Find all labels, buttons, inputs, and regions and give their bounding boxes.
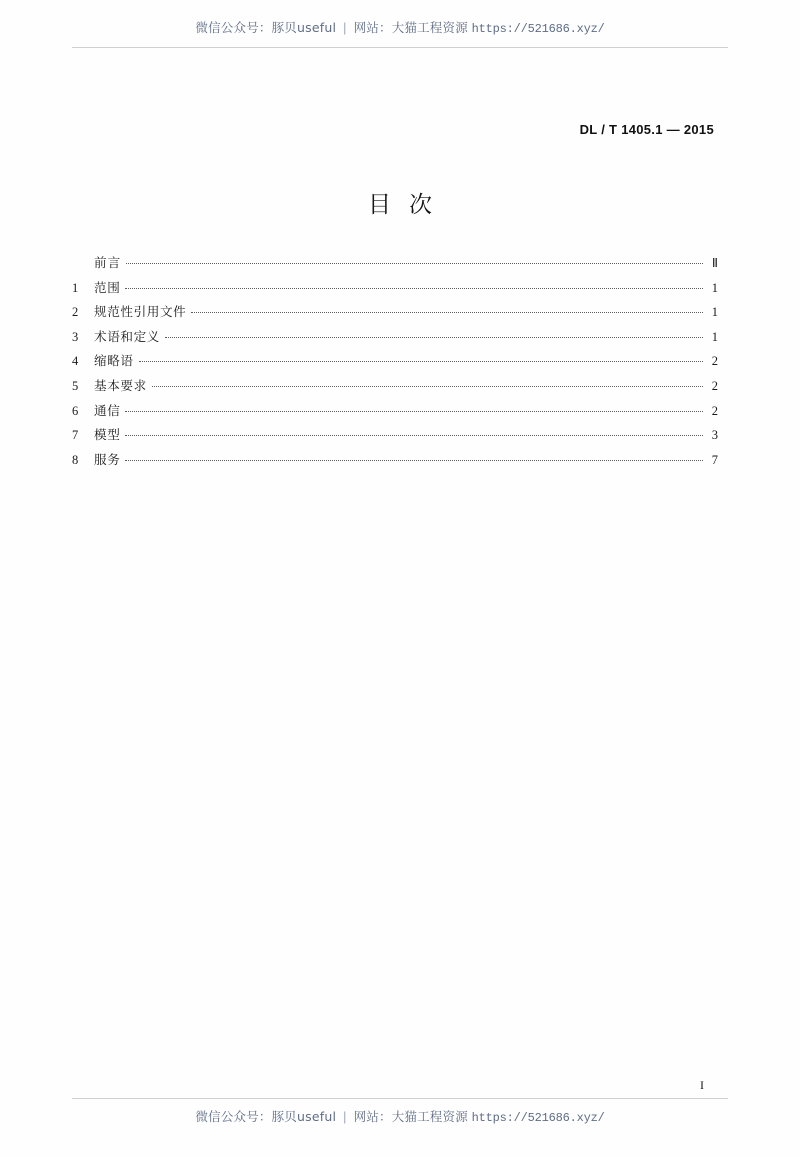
toc-entry-label: 模型 xyxy=(94,427,121,443)
toc-entry[interactable] xyxy=(72,280,718,296)
footer-rule xyxy=(72,1098,728,1099)
page-title: 目次 xyxy=(368,192,450,218)
toc-entry-label: 规范性引用文件 xyxy=(94,304,187,320)
toc-entry-label: 术语和定义 xyxy=(94,328,160,344)
watermark-top xyxy=(0,18,800,36)
toc-entry-number: 3 xyxy=(72,329,79,344)
toc-entry-label: 通信 xyxy=(94,402,121,418)
toc-leader-dots xyxy=(165,329,703,341)
toc-entry-label: 基本要求 xyxy=(94,377,147,393)
toc-leader-dots xyxy=(191,304,703,316)
toc-entry-label: 服务 xyxy=(94,451,121,467)
toc-entry-label: 前言 xyxy=(94,255,122,270)
watermark-separator: | xyxy=(343,21,347,35)
toc-entry-page: 7 xyxy=(711,452,718,467)
toc-entry[interactable] xyxy=(72,378,718,394)
watermark-site-label: 网站： xyxy=(353,20,392,35)
table-of-contents xyxy=(72,255,718,476)
toc-entry-page: 1 xyxy=(711,329,718,344)
watermark-wechat-value: 豚贝useful xyxy=(271,1109,337,1124)
toc-entry-page: 1 xyxy=(711,305,718,320)
toc-entry-number: 7 xyxy=(72,428,79,443)
toc-leader-dots xyxy=(125,280,703,292)
toc-entry[interactable] xyxy=(72,452,718,468)
toc-entry[interactable] xyxy=(72,304,718,320)
toc-entry-number: 2 xyxy=(72,305,79,320)
header-rule xyxy=(72,47,728,48)
watermark-wechat-label: 微信公众号： xyxy=(195,20,272,35)
watermark-bottom xyxy=(0,1107,800,1125)
toc-entry-number: 1 xyxy=(72,280,79,295)
toc-entry-label: 范围 xyxy=(94,279,121,295)
toc-entry-number: 8 xyxy=(72,452,79,467)
toc-entry-page: 3 xyxy=(711,428,718,443)
watermark-wechat-label: 微信公众号： xyxy=(195,1109,272,1124)
toc-leader-dots xyxy=(152,378,703,390)
toc-entry-page: 2 xyxy=(711,403,718,418)
toc-entry-number: 6 xyxy=(72,403,79,418)
toc-leader-dots xyxy=(125,427,703,439)
toc-entry[interactable] xyxy=(72,427,718,443)
watermark-site-value: 大猫工程资源 xyxy=(391,20,468,35)
toc-entry[interactable] xyxy=(72,329,718,345)
toc-entry-number: 4 xyxy=(72,354,79,369)
watermark-url[interactable]: https://521686.xyz/ xyxy=(471,1111,605,1125)
toc-entry[interactable] xyxy=(72,353,718,369)
standard-number: DL / T 1405.1 — 2015 xyxy=(579,122,714,137)
watermark-url[interactable]: https://521686.xyz/ xyxy=(471,22,605,36)
toc-entry-page: 1 xyxy=(711,280,718,295)
toc-leader-dots xyxy=(125,403,703,415)
watermark-site-value: 大猫工程资源 xyxy=(391,1109,468,1124)
toc-entry-page: 2 xyxy=(711,378,718,393)
toc-entry-label: 缩略语 xyxy=(94,353,134,369)
page-number: I xyxy=(700,1078,704,1092)
toc-leader-dots xyxy=(125,452,703,464)
watermark-site-label: 网站： xyxy=(353,1109,392,1124)
toc-leader-dots xyxy=(126,255,703,267)
toc-entry-number: 5 xyxy=(72,378,79,393)
watermark-separator: | xyxy=(343,1110,347,1124)
toc-entry[interactable] xyxy=(72,403,718,419)
toc-entry[interactable] xyxy=(72,255,718,271)
toc-entry-page: 2 xyxy=(711,354,718,369)
watermark-wechat-value: 豚贝useful xyxy=(271,20,337,35)
toc-leader-dots xyxy=(139,353,703,365)
toc-entry-page: Ⅱ xyxy=(711,256,718,270)
